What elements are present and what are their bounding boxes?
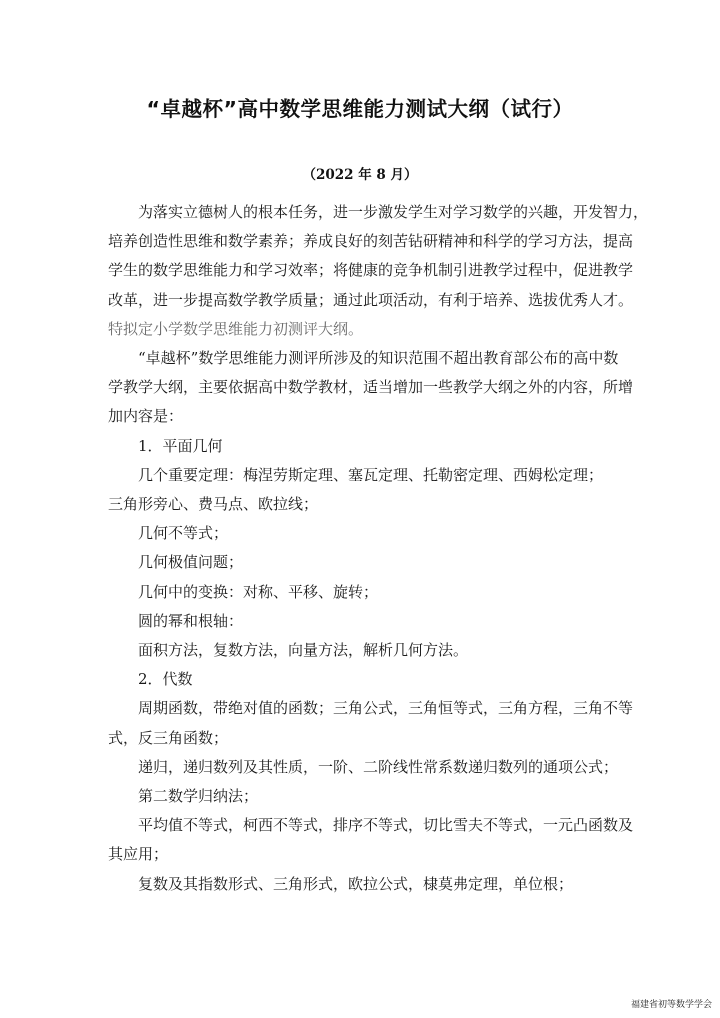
- watermark-text: 福建省初等数学学会: [630, 1000, 712, 1010]
- section2-item1-line2: 式，反三角函数；: [108, 728, 229, 747]
- section2-item2: 递归，递归数列及其性质，一阶、二阶线性常系数递归数列的通项公式；: [138, 757, 619, 776]
- paragraph1-line3: 学生的数学思维能力和学习效率；将健康的竞争机制引进教学过程中，促进教学: [108, 261, 634, 280]
- section2-item4-line2: 其应用；: [108, 845, 169, 864]
- paragraph2-line3: 加内容是：: [108, 407, 184, 426]
- section2-item1-line1: 周期函数，带绝对值的函数；三角公式，三角恒等式，三角方程，三角不等: [138, 699, 634, 718]
- section1-item6: 面积方法，复数方法，向量方法，解析几何方法。: [138, 641, 469, 660]
- paragraph1-line2: 培养创造性思维和数学素养；养成良好的刻苦钻研精神和科学的学习方法，提高: [108, 232, 634, 251]
- section1-item1-line2: 三角形旁心、费马点、欧拉线；: [108, 495, 319, 514]
- section1-item1-line1: 几个重要定理：梅涅劳斯定理、塞瓦定理、托勒密定理、西姆松定理；: [138, 465, 604, 484]
- section2-item4-line1: 平均值不等式，柯西不等式，排序不等式，切比雪夫不等式，一元凸函数及: [138, 816, 634, 835]
- section1-heading: 1．平面几何: [138, 436, 223, 455]
- paragraph2-line2: 学教学大纲，主要依据高中数学教材，适当增加一些教学大纲之外的内容，所增: [108, 378, 634, 397]
- paragraph1-line1: 为落实立德树人的根本任务，进一步激发学生对学习数学的兴趣，开发智力，: [138, 203, 649, 221]
- document-date: （2022 年 8 月）: [302, 167, 418, 183]
- section1-item2: 几何不等式；: [138, 524, 229, 543]
- section2-item3: 第二数学归纳法；: [138, 787, 259, 806]
- section1-item4: 几何中的变换：对称、平移、旋转；: [138, 582, 379, 601]
- paragraph1-line4: 改革，进一步提高数学教学质量；通过此项活动，有利于培养、选拔优秀人才。: [108, 290, 634, 309]
- document-body: [108, 198, 649, 899]
- section1-item5: 圆的幂和根轴：: [138, 611, 244, 630]
- document-title: “卓越杯”高中数学思维能力测试大纲（试行）: [146, 97, 574, 121]
- section2-heading: 2．代数: [138, 670, 193, 689]
- paragraph2-line1: “卓越杯”数学思维能力测评所涉及的知识范围不超出教育部公布的高中数: [138, 349, 619, 368]
- section2-item5: 复数及其指数形式、三角形式，欧拉公式，棣莫弗定理，单位根；: [138, 874, 574, 893]
- paragraph1-line5: 特拟定小学数学思维能力初测评大纲。: [108, 319, 364, 338]
- section1-item3: 几何极值问题；: [138, 553, 244, 572]
